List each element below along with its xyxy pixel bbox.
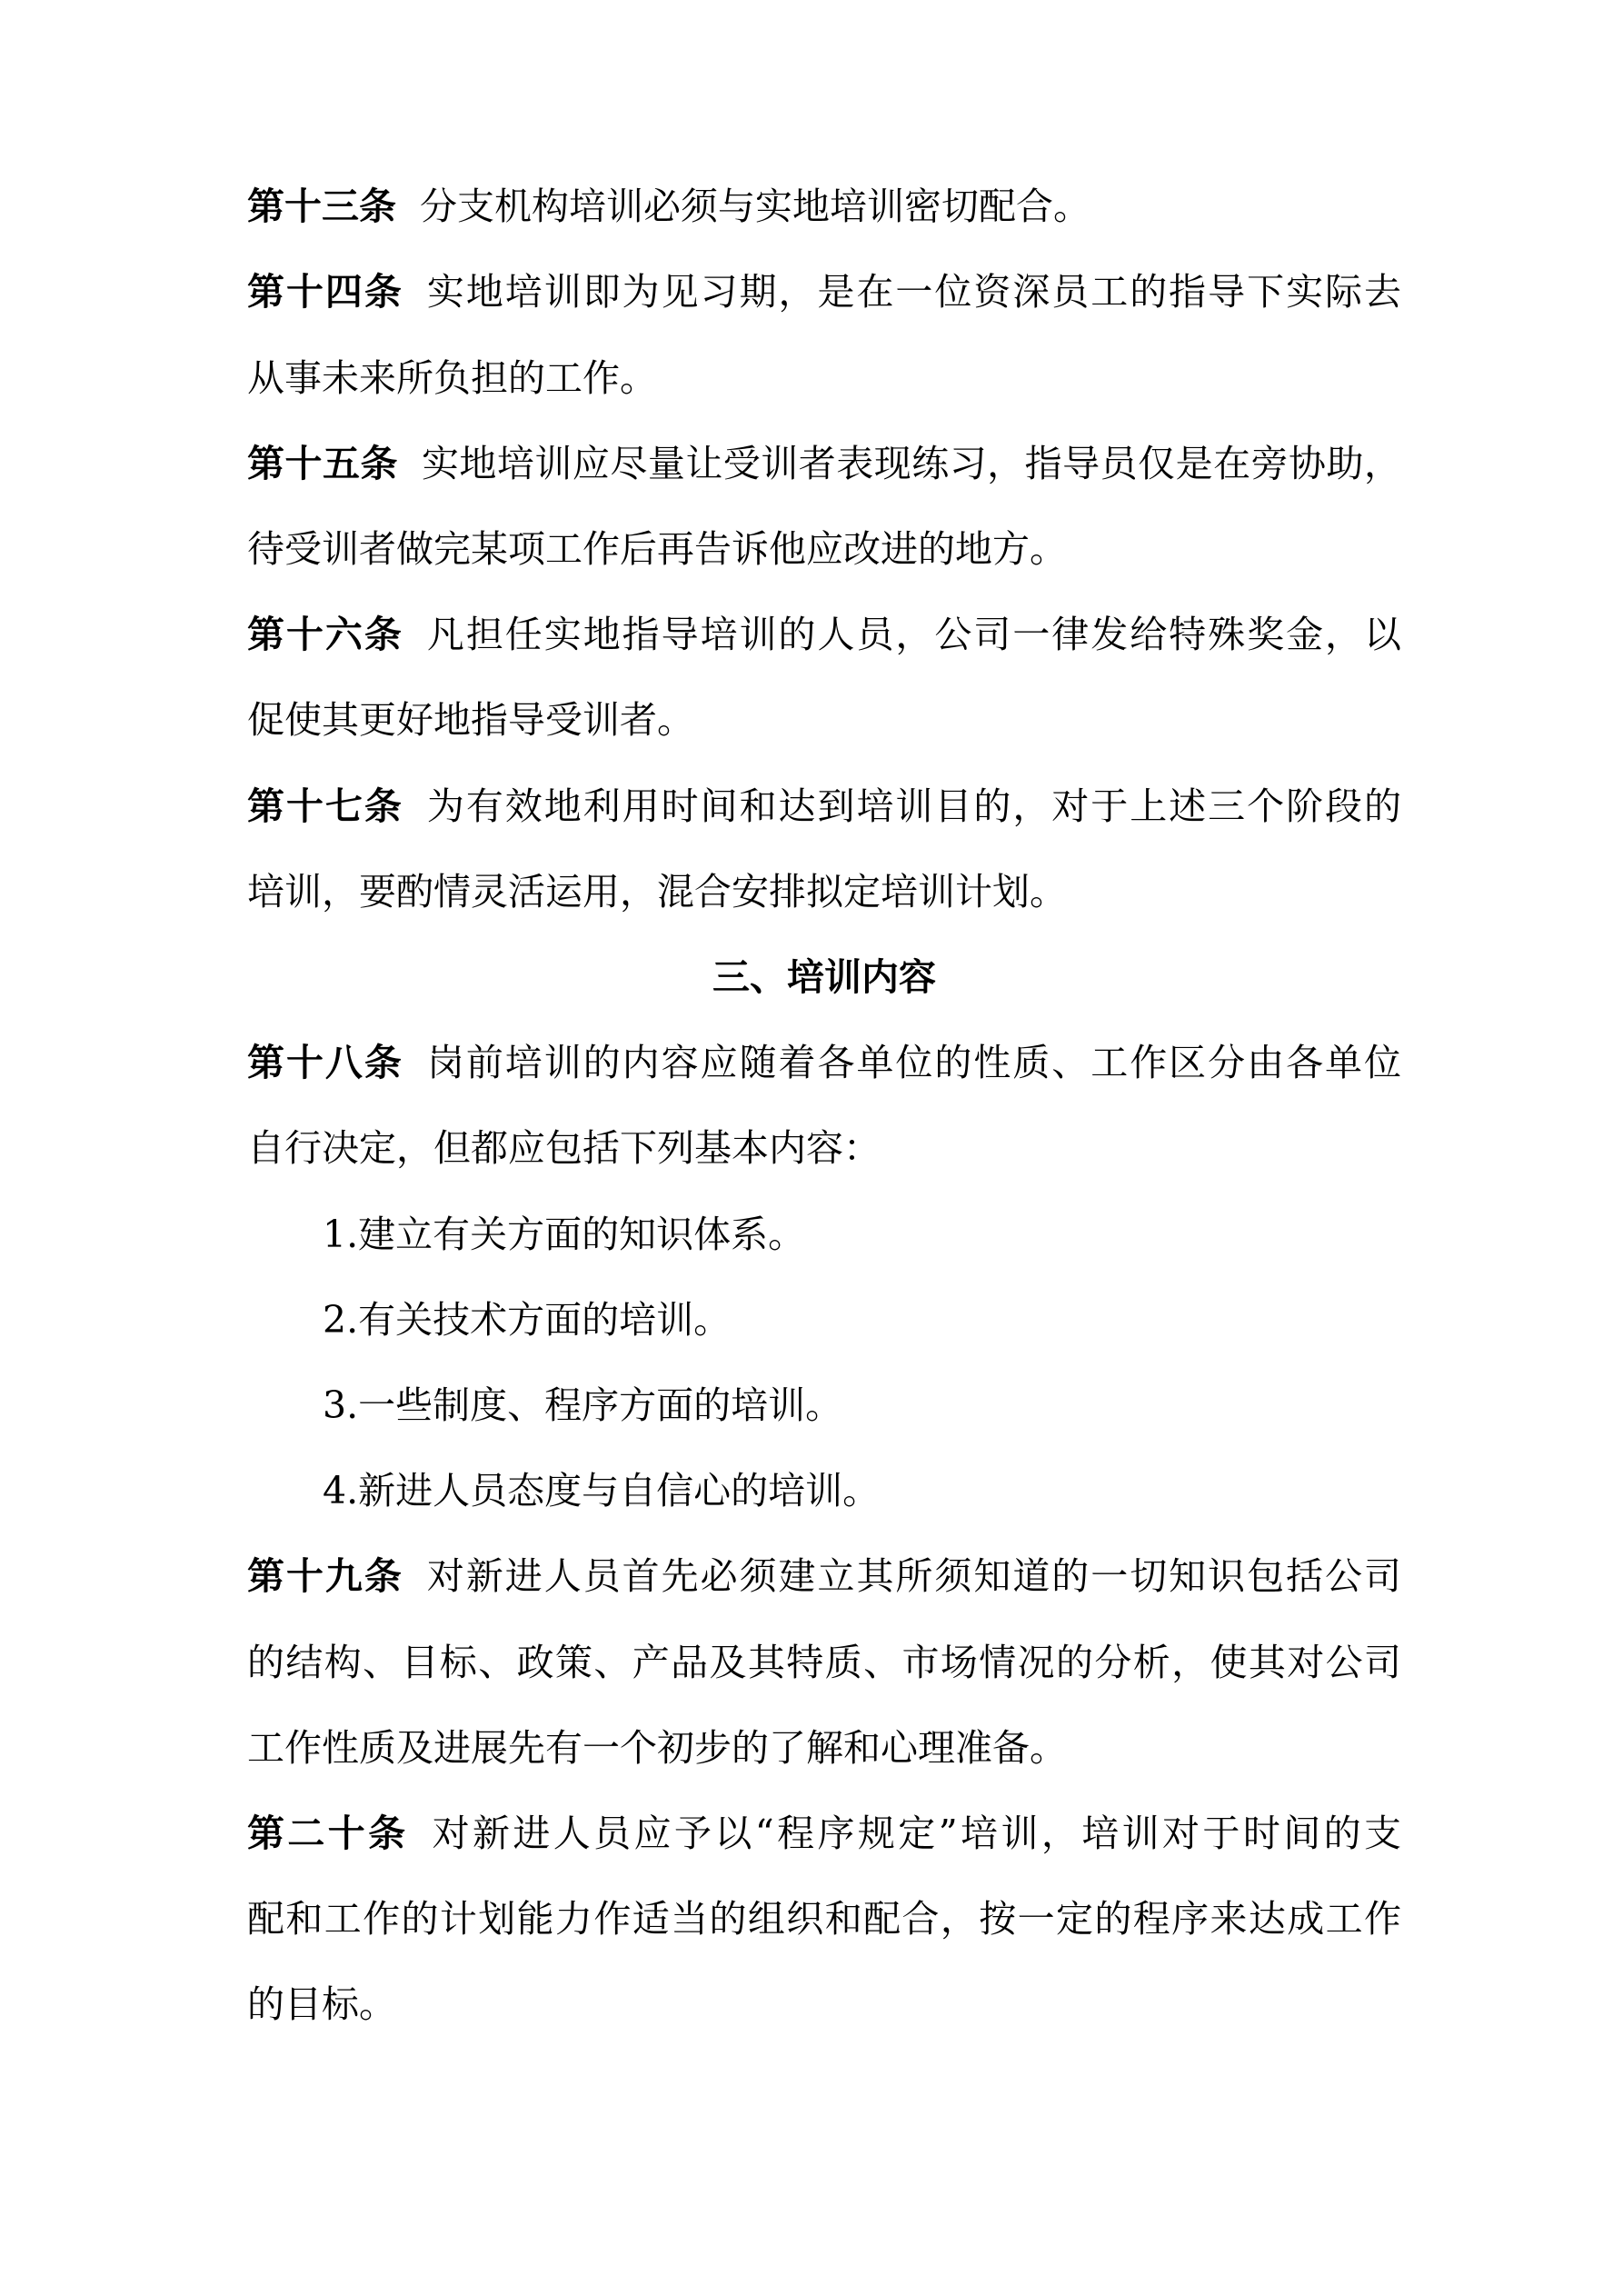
article-20-label: 第二十条 — [247, 1812, 409, 1855]
article-18-line-2: 自行决定，但都应包括下列基本内容： — [247, 1126, 881, 1170]
article-17-line-1 — [247, 779, 1401, 834]
article-19-label: 第十九条 — [247, 1554, 403, 1598]
article-14-text-1: 实地培训即为见习期，是在一位资深员工的指导下实际去 — [426, 270, 1401, 314]
list-item: 2.有关技术方面的培训。 — [323, 1298, 732, 1342]
article-14-line-2: 从事未来所负担的工作。 — [247, 356, 657, 400]
article-20-text-1: 对新进人员应予以“程序规定”培训，培训对于时间的支 — [432, 1812, 1402, 1855]
article-18-line-1 — [247, 1035, 1401, 1090]
article-16-text-1: 凡担任实地指导培训的人员，公司一律发给特殊奖金，以 — [426, 613, 1401, 656]
article-16-line-2: 促使其更好地指导受训者。 — [247, 698, 694, 742]
article-15-label: 第十五条 — [247, 442, 398, 485]
article-15-text-1: 实地培训应尽量让受训者表现练习，指导员仅是在旁协助， — [421, 442, 1402, 485]
article-19-line-1 — [247, 1549, 1401, 1603]
article-13-text: 分支机构培训必须与实地培训密切配合。 — [420, 185, 1090, 228]
article-20-line-1 — [247, 1806, 1401, 1861]
article-19-line-3: 工作性质及进展先有一个初步的了解和心理准备。 — [247, 1726, 1067, 1770]
article-20-line-3: 的目标。 — [247, 1982, 396, 2026]
article-19-text-1: 对新进人员首先必须建立其所须知道的一切知识包括公司 — [426, 1554, 1401, 1598]
article-13-label: 第十三条 — [247, 185, 396, 228]
article-14-label: 第十四条 — [247, 270, 403, 314]
article-17-text-1: 为有效地利用时间和达到培训目的，对于上述三个阶段的 — [426, 784, 1401, 828]
article-17-line-2: 培训，要酌情灵活运用，混合安排拟定培训计划。 — [247, 870, 1067, 913]
article-15-line-2: 待受训者做完某项工作后再告诉他应改进的地方。 — [247, 527, 1067, 571]
article-17-label: 第十七条 — [247, 784, 403, 828]
article-20-line-2: 配和工作的计划能力作适当的组织和配合，按一定的程序来达成工作 — [247, 1897, 1401, 1941]
article-19-line-2: 的结构、目标、政策、产品及其特质、市场情况的分析，使其对公司 — [247, 1641, 1401, 1684]
article-13-line-1 — [247, 179, 1401, 234]
article-18-text-1: 岗前培训的内容应随着各单位的性质、工作区分由各单位 — [426, 1041, 1401, 1084]
article-16-label: 第十六条 — [247, 613, 403, 656]
article-18-label: 第十八条 — [247, 1041, 403, 1084]
list-item: 1.建立有关方面的知识体系。 — [323, 1213, 806, 1256]
article-16-line-1 — [247, 607, 1401, 662]
list-item: 4.新进人员态度与自信心的培训。 — [323, 1469, 881, 1512]
section-heading: 三、培训内容 — [712, 955, 936, 999]
article-14-line-1 — [247, 265, 1401, 319]
list-item: 3.一些制度、程序方面的培训。 — [323, 1383, 843, 1427]
article-15-line-1 — [247, 436, 1401, 491]
